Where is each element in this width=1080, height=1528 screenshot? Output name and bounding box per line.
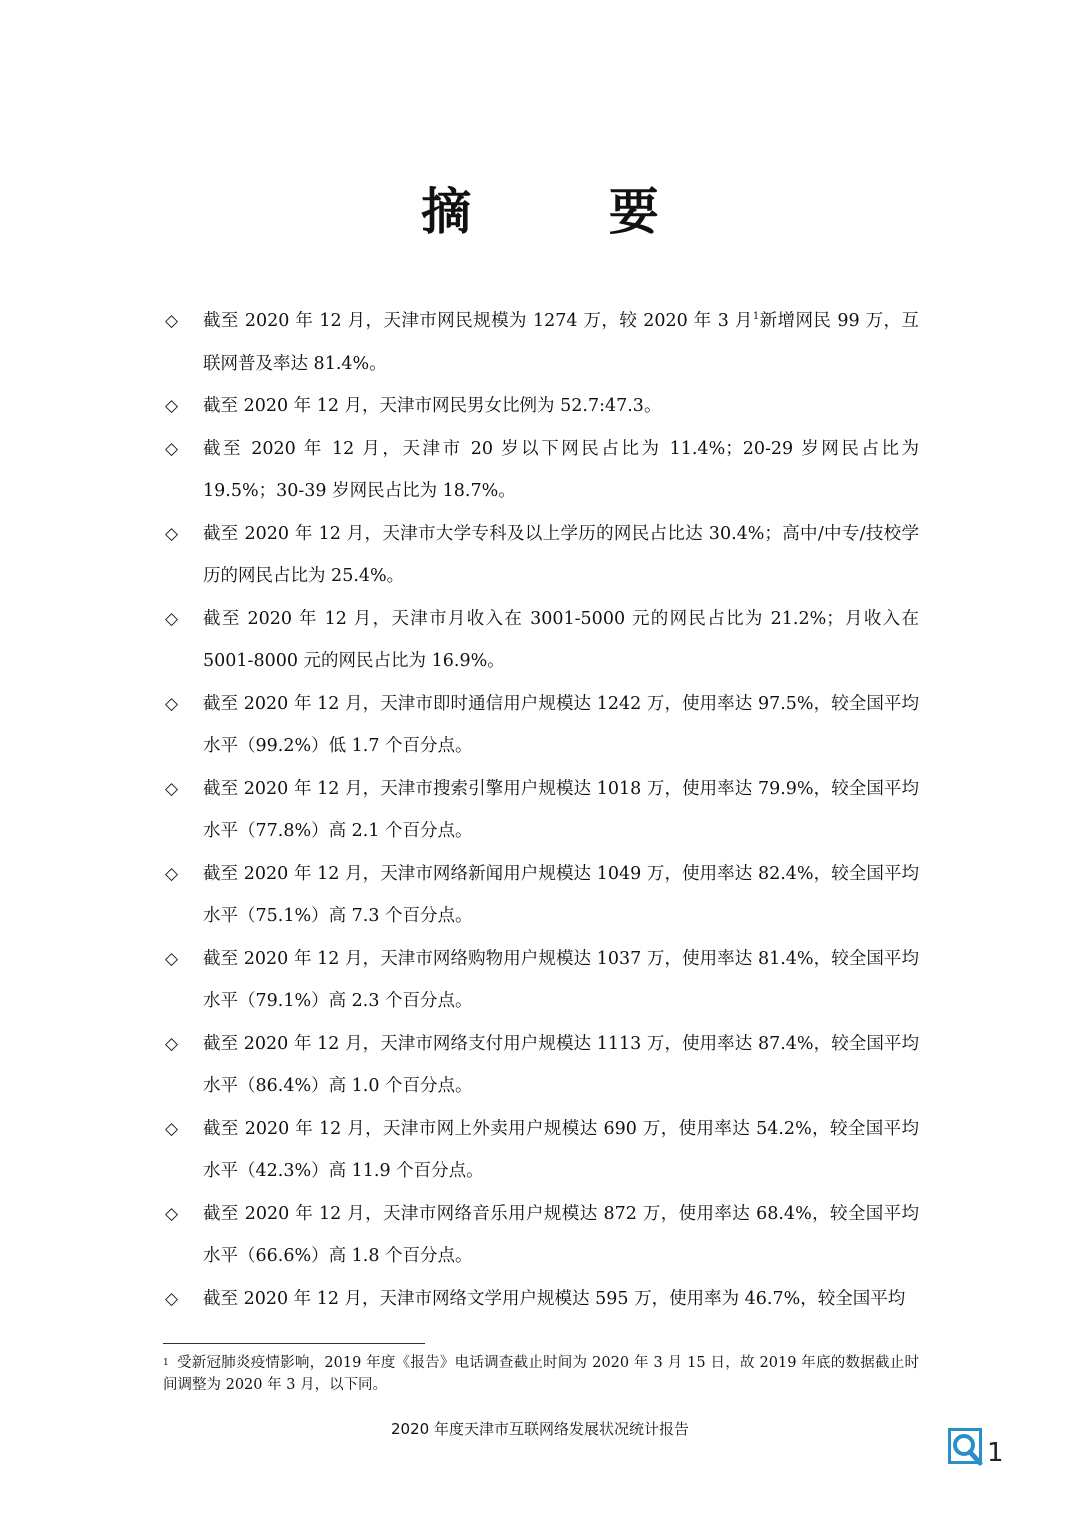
footnote-divider xyxy=(163,1343,425,1344)
bullet-text: 截至 2020 年 12 月，天津市大学专科及以上学历的网民占比达 30.4%；高中/中专/技校学历的网民占比为 25.4%。 xyxy=(203,523,919,586)
bullet-text: 截至 2020 年 12 月，天津市网络音乐用户规模达 872 万，使用率达 68.4%，较全国平均水平（66.6%）高 1.8 个百分点。 xyxy=(203,1203,919,1266)
cnnic-magnifier-logo-icon xyxy=(947,1427,985,1467)
bullet-item xyxy=(163,1278,919,1321)
bullet-text: 截至 2020 年 12 月，天津市网上外卖用户规模达 690 万，使用率达 54.2%，较全国平均水平（42.3%）高 11.9 个百分点。 xyxy=(203,1118,919,1181)
diamond-bullet-icon: ◇ xyxy=(165,1033,179,1054)
diamond-bullet-icon: ◇ xyxy=(165,1118,179,1139)
bullet-item xyxy=(163,1193,919,1278)
diamond-bullet-icon: ◇ xyxy=(165,1203,179,1224)
summary-bullet-list xyxy=(163,300,919,1320)
footnote xyxy=(163,1352,919,1396)
bullet-item xyxy=(163,598,919,683)
bullet-item xyxy=(163,1023,919,1108)
bullet-item xyxy=(163,1108,919,1193)
bullet-text: 截至 2020 年 12 月，天津市网络购物用户规模达 1037 万，使用率达 81.4%，较全国平均水平（79.1%）高 2.3 个百分点。 xyxy=(203,948,919,1011)
diamond-bullet-icon: ◇ xyxy=(165,396,179,416)
bullet-item xyxy=(163,513,919,598)
page-number: 1 xyxy=(987,1438,1004,1468)
report-footer-title: 2020 年度天津市互联网络发展状况统计报告 xyxy=(391,1420,689,1438)
footnote-reference[interactable]: 1 xyxy=(752,311,760,323)
diamond-bullet-icon: ◇ xyxy=(165,693,179,714)
bullet-item xyxy=(163,428,919,513)
page-title: 摘 要 xyxy=(421,182,719,241)
bullet-text: 截至 2020 年 12 月，天津市搜索引擎用户规模达 1018 万，使用率达 79.9%，较全国平均水平（77.8%）高 2.1 个百分点。 xyxy=(203,778,919,841)
diamond-bullet-icon: ◇ xyxy=(165,863,179,884)
bullet-item xyxy=(163,385,919,428)
bullet-item xyxy=(163,683,919,768)
diamond-bullet-icon: ◇ xyxy=(165,311,179,331)
bullet-text: 截至 2020 年 12 月，天津市网民规模为 1274 万，较 2020 年 3 月$^1$新增网民 99 万，互联网普及率达 81.4%。 xyxy=(203,311,919,374)
diamond-bullet-icon: ◇ xyxy=(165,438,179,459)
diamond-bullet-icon: ◇ xyxy=(165,608,179,629)
bullet-text: 截至 2020 年 12 月，天津市网络新闻用户规模达 1049 万，使用率达 82.4%，较全国平均水平（75.1%）高 7.3 个百分点。 xyxy=(203,863,919,926)
bullet-text: 截至 2020 年 12 月，天津市即时通信用户规模达 1242 万，使用率达 97.5%，较全国平均水平（99.2%）低 1.7 个百分点。 xyxy=(203,693,919,756)
diamond-bullet-icon: ◇ xyxy=(165,1288,179,1309)
diamond-bullet-icon: ◇ xyxy=(165,778,179,799)
bullet-text: 截至 2020 年 12 月，天津市网络文学用户规模达 595 万，使用率为 46.7%，较全国平均 xyxy=(203,1288,906,1309)
bullet-item xyxy=(163,938,919,1023)
bullet-text: 截至 2020 年 12 月，天津市 20 岁以下网民占比为 11.4%；20-29 岁网民占比为 19.5%；30-39 岁网民占比为 18.7%。 xyxy=(203,438,919,501)
bullet-text: 截至 2020 年 12 月，天津市网络支付用户规模达 1113 万，使用率达 87.4%，较全国平均水平（86.4%）高 1.0 个百分点。 xyxy=(203,1033,919,1096)
footnote-mark: 1 xyxy=(163,1358,169,1368)
bullet-item xyxy=(163,853,919,938)
bullet-item xyxy=(163,300,919,385)
bullet-text: 截至 2020 年 12 月，天津市网民男女比例为 52.7:47.3。 xyxy=(203,396,662,416)
bullet-text: 截至 2020 年 12 月，天津市月收入在 3001-5000 元的网民占比为 21.2%；月收入在 5001-8000 元的网民占比为 16.9%。 xyxy=(203,608,919,671)
footnote-text: 受新冠肺炎疫情影响，2019 年度《报告》电话调查截止时间为 2020 年 3 月 15 日，故 2019 年底的数据截止时间调整为 2020 年 3 月，以下同。 xyxy=(163,1355,919,1393)
diamond-bullet-icon: ◇ xyxy=(165,523,179,544)
bullet-item xyxy=(163,768,919,853)
diamond-bullet-icon: ◇ xyxy=(165,948,179,969)
